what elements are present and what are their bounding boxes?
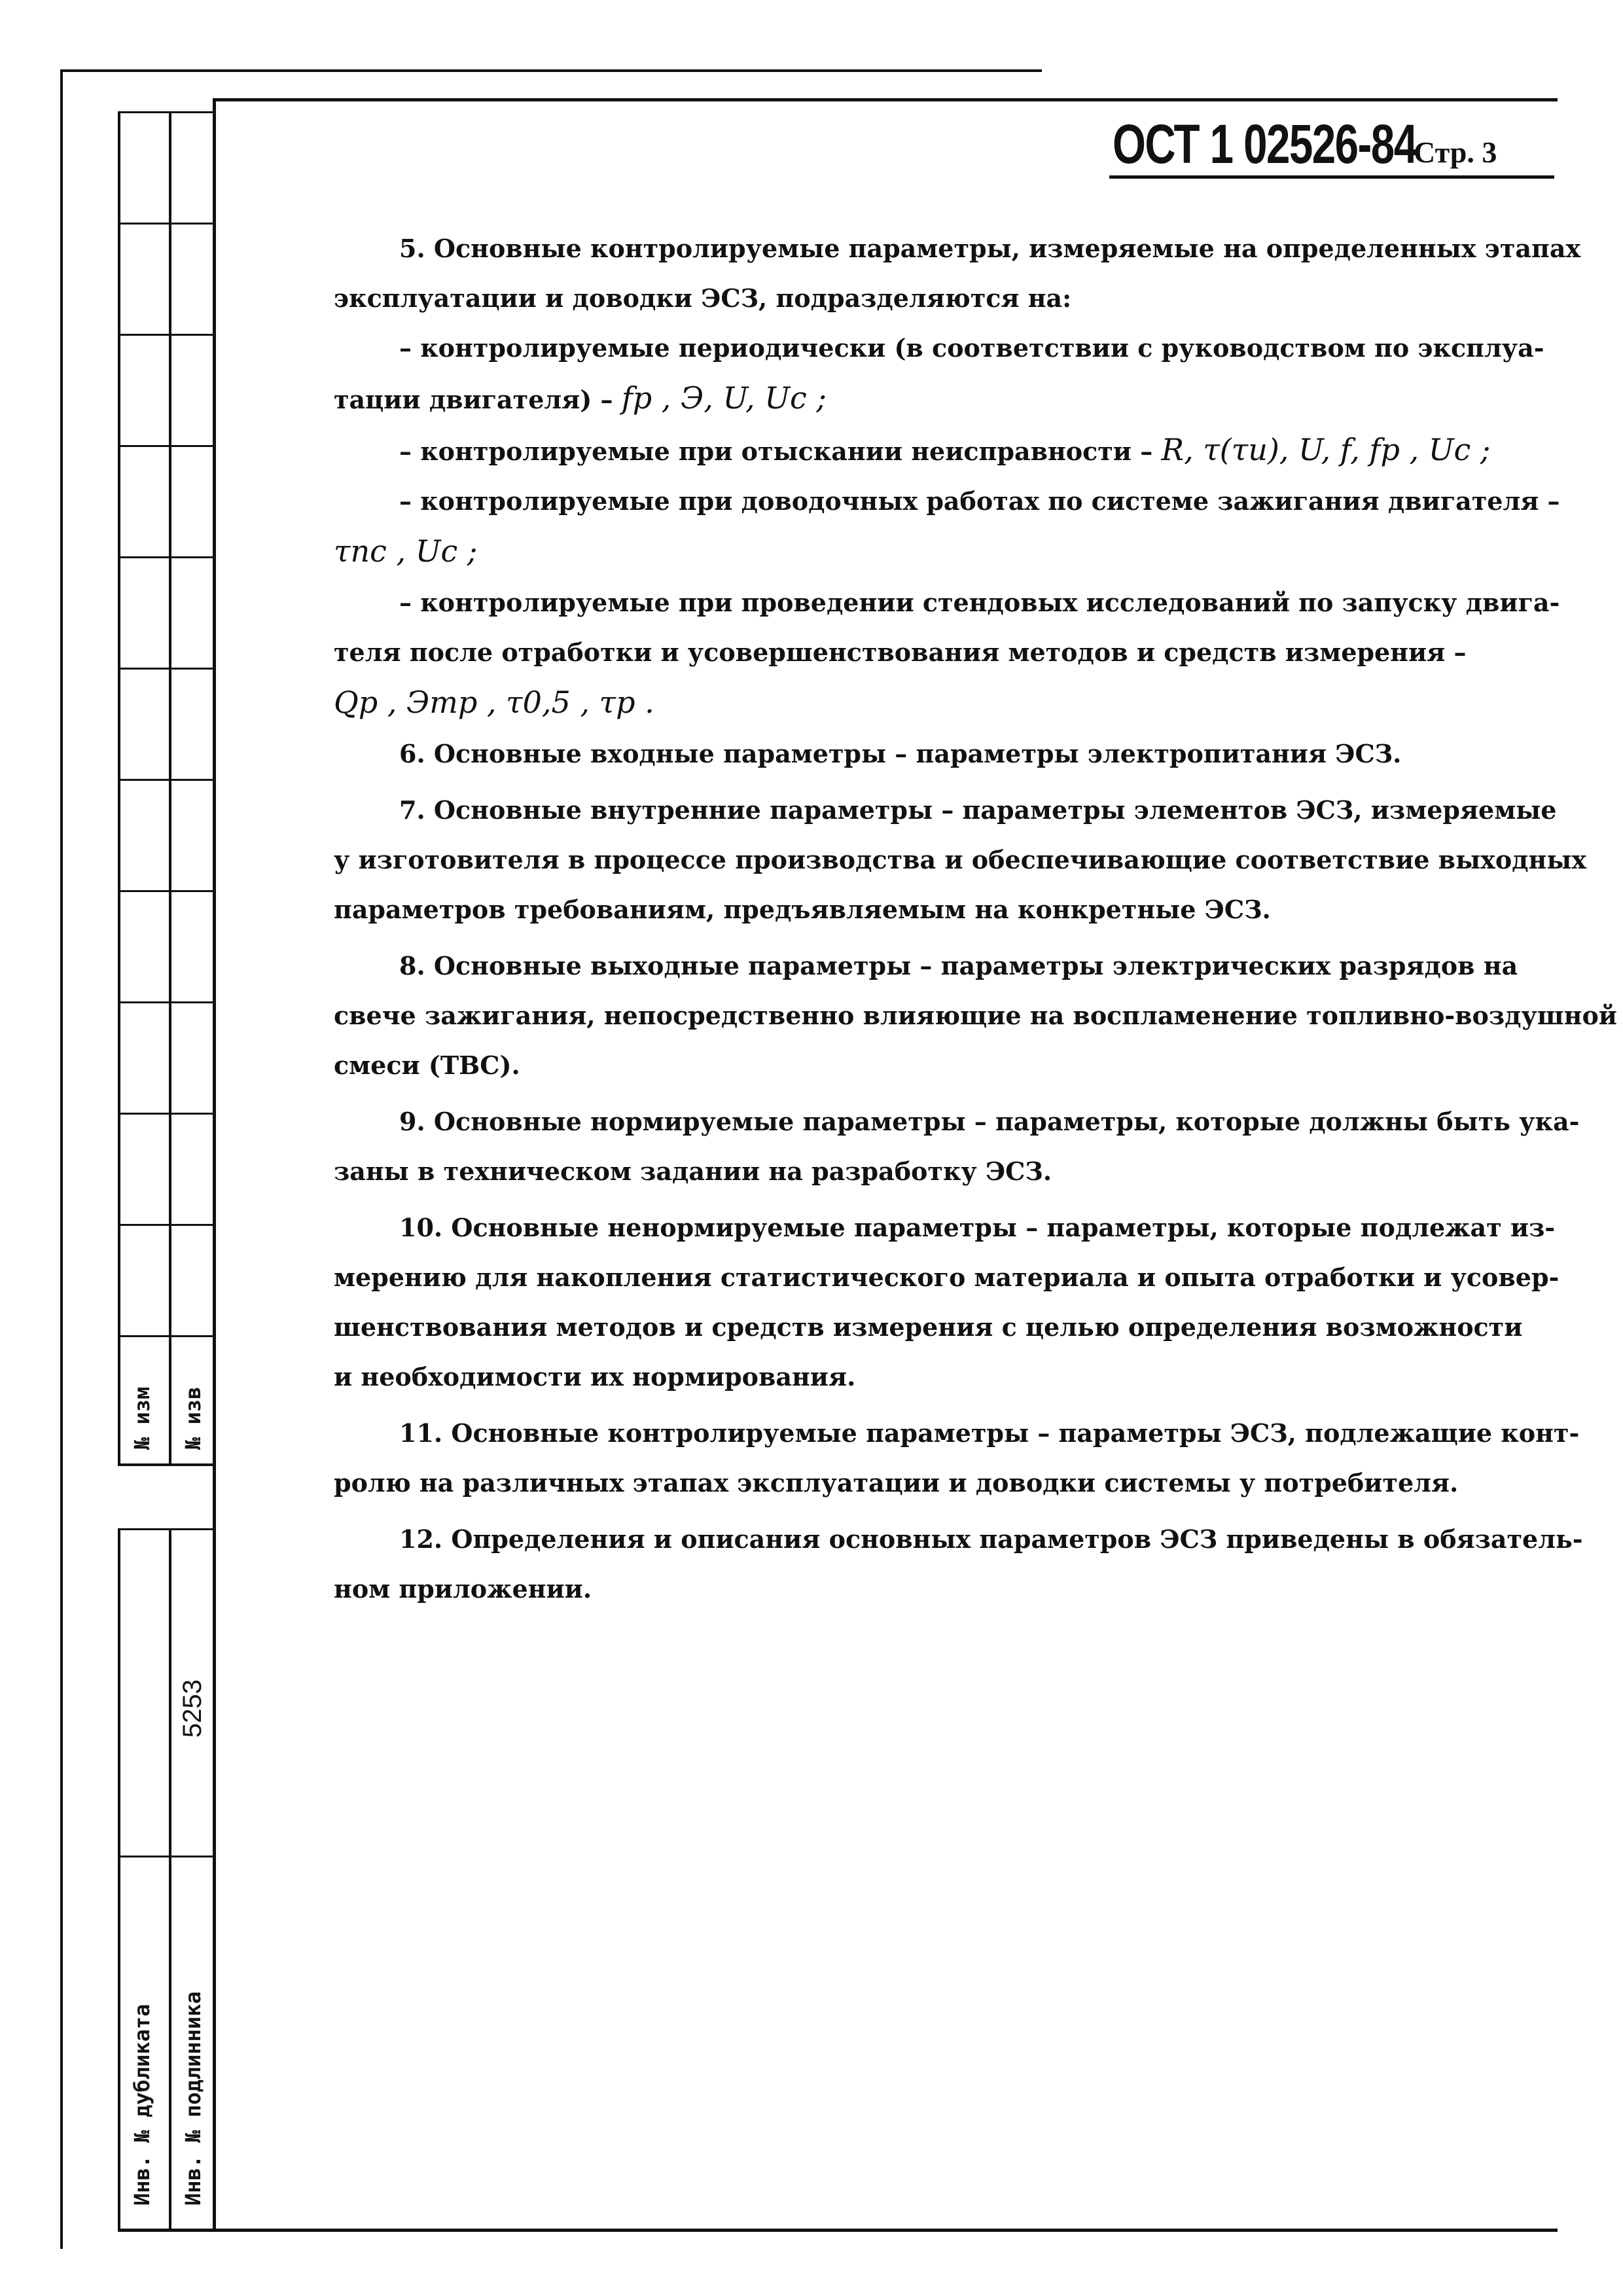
- item9-line2: заны в техническом задании на разработку ЭСЗ.: [334, 1157, 1052, 1186]
- sidebar-label-dublikat: Инв. № дубликата: [130, 2003, 154, 2206]
- item5-bullet2-symbols: R, τ(τи), U, f, fp , Uc ;: [1161, 432, 1491, 467]
- item7-line2: у изготовителя в процессе производства и обеспечивающие соответствие выходных: [334, 845, 1587, 874]
- item8-line2: свече зажигания, непосредственно влияющие на воспламенение топливно-воздушной: [334, 1001, 1617, 1030]
- item5-line1: 5. Основные контролируемые параметры, измеряемые на определенных этапах: [399, 234, 1581, 263]
- item5-bullet3-symbols-line: [334, 526, 1489, 578]
- item10-line2: мерению для накопления статистического материала и опыта отработки и усовер-: [334, 1263, 1560, 1292]
- item5-bullet2: [334, 425, 1489, 476]
- frame-top-line: [60, 69, 1042, 72]
- item5-bullet1-line1: – контролируемые периодически (в соответствии с руководством по эксплуа-: [399, 333, 1544, 363]
- item5-bullet4-symbols: Qp , Этр , τ0,5 , τp .: [334, 685, 654, 720]
- item5-bullet1-symbols: fp , Э, U, Uc ;: [621, 380, 827, 416]
- sidebar-row-line: [118, 1001, 215, 1003]
- item10-line1: 10. Основные ненормируемые параметры – параметры, которые подлежат из-: [399, 1213, 1556, 1242]
- sidebar-mid-line: [169, 111, 171, 1466]
- doc-code: ОСТ 1 02526-84: [1113, 113, 1417, 175]
- sidebar-lower-mid: [169, 1528, 171, 2232]
- item5-bullet3-line1: – контролируемые при доводочных работах по системе зажигания двигателя –: [399, 486, 1560, 516]
- sidebar-label-izm: № изм: [130, 1386, 154, 1450]
- item7-line1: 7. Основные внутренние параметры – параметры элементов ЭСЗ, измеряемые: [399, 795, 1557, 825]
- item10-line4: и необходимости их нормирования.: [334, 1362, 856, 1391]
- item5-bullet4-symbols-line: [334, 677, 1489, 729]
- sidebar-lower-top: [118, 1528, 215, 1530]
- frame-left-line: [60, 69, 63, 2249]
- sidebar-row-line: [118, 668, 215, 670]
- item8-line3: смеси (ТВС).: [334, 1050, 520, 1080]
- header-underline: [1109, 175, 1554, 179]
- item5-bullet4-line2: теля после отработки и усовершенствования методов и средств измерения –: [334, 637, 1467, 667]
- sidebar-row-line: [118, 1463, 215, 1466]
- sidebar-row-line: [118, 1224, 215, 1226]
- item7-line3: параметров требованиям, предъявляемым на конкретные ЭСЗ.: [334, 895, 1271, 924]
- item6: 6. Основные входные параметры – параметры электропитания ЭСЗ.: [399, 739, 1402, 768]
- sidebar-row-line: [118, 779, 215, 781]
- sidebar-row-line: [118, 223, 215, 224]
- item5-bullet3-symbols: τпс , Uc ;: [334, 533, 478, 569]
- document-body: [334, 224, 1617, 1614]
- frame-top-right-line: [216, 98, 1558, 101]
- sidebar-row-line: [118, 334, 215, 336]
- sidebar-row-line: [118, 890, 215, 892]
- item10-line3: шенствования методов и средств измерения с целью определения возможности: [334, 1312, 1523, 1342]
- item5-bullet1-line2: [334, 373, 1489, 425]
- sidebar-label-podlinnik: Инв. № подлинника: [181, 1991, 205, 2206]
- frame-inner-left-line: [213, 98, 216, 2232]
- sidebar-number: 5253: [178, 1679, 207, 1738]
- item5-line2: эксплуатации и доводки ЭСЗ, подразделяются на:: [334, 283, 1072, 313]
- sidebar-outer-left: [118, 111, 120, 1466]
- sidebar-row-line: [118, 1335, 215, 1337]
- sidebar-top: [118, 111, 215, 113]
- item9-line1: 9. Основные нормируемые параметры – параметры, которые должны быть ука-: [399, 1107, 1580, 1136]
- item12-line2: ном приложении.: [334, 1574, 592, 1604]
- item8-line1: 8. Основные выходные параметры – параметры электрических разрядов на: [399, 951, 1518, 980]
- sidebar-row-line: [118, 1113, 215, 1115]
- sidebar-row-line: [118, 445, 215, 447]
- item5-bullet2-text: – контролируемые при отыскании неисправности –: [399, 437, 1153, 466]
- item5-bullet1-text: тации двигателя) –: [334, 385, 613, 414]
- sidebar-row-line: [118, 556, 215, 558]
- item5-bullet4-line1: – контролируемые при проведении стендовых исследований по запуску двига-: [399, 588, 1560, 617]
- sidebar-lower-row-line: [118, 1856, 215, 1857]
- sidebar-lower-left: [118, 1528, 120, 2232]
- frame-bottom-line: [118, 2229, 1558, 2232]
- page-label: Стр. 3: [1414, 135, 1497, 169]
- item11-line1: 11. Основные контролируемые параметры – параметры ЭСЗ, подлежащие конт-: [399, 1418, 1580, 1448]
- item11-line2: ролю на различных этапах эксплуатации и доводки системы у потребителя.: [334, 1468, 1459, 1498]
- item12-line1: 12. Определения и описания основных параметров ЭСЗ приведены в обязатель-: [399, 1524, 1583, 1554]
- sidebar-label-izv: № изв: [181, 1386, 205, 1450]
